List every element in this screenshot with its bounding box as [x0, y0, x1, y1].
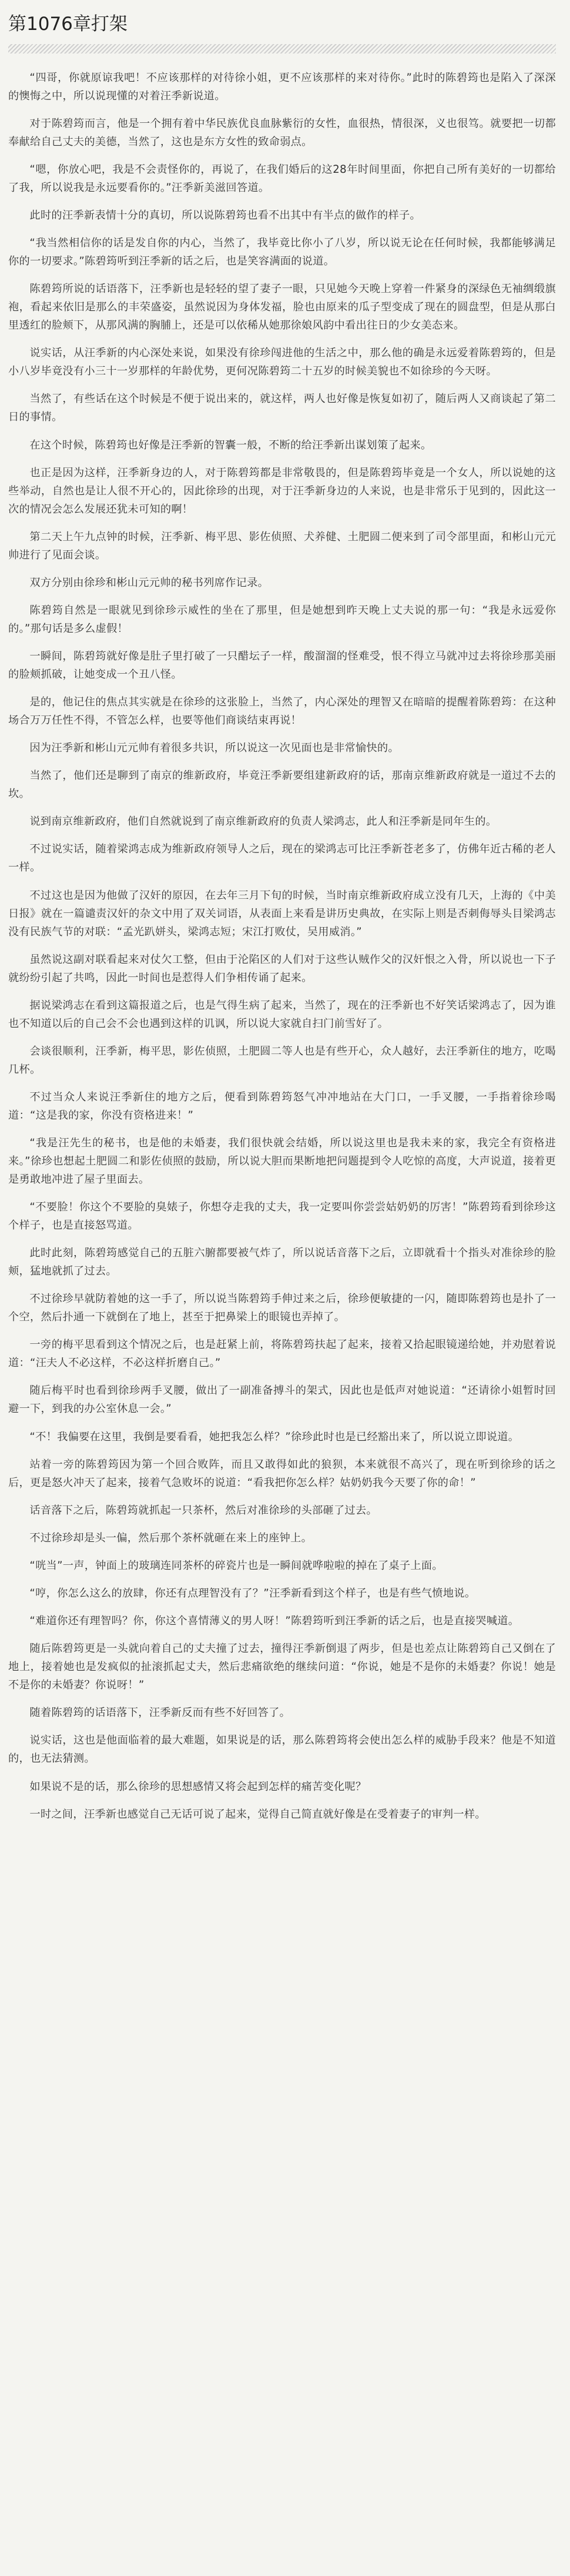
chapter-paragraph: “四哥，你就原谅我吧！不应该那样的对待徐小姐，更不应该那样的来对待你。”此时的陈碧筠也是陷入了深深的懊悔之中，所以说现懂的对着汪季新说道。 — [8, 71, 556, 102]
chapter-paragraph: 话音落下之后，陈碧筠就抓起一只茶杯，然后对准徐珍的头部砸了过去。 — [29, 1504, 377, 1517]
chapter-paragraph: “不！我偏要在这里，我倒是要看看，她把我怎么样？”徐珍此时也是已经豁出来了，所以说立即说道。 — [29, 1430, 519, 1443]
chapter-title: 第1076章打架 — [8, 14, 128, 35]
chapter-paragraph: 会谈很顺利，汪季新，梅平思，影佐侦照，土肥圆二等人也是有些开心，众人越好，去汪季新住的地方，吃喝几杯。 — [8, 1045, 556, 1076]
chapter-paragraph: 对于陈碧筠而言，他是一个拥有着中华民族优良血脉紫衍的女性，血很热，情很深，义也很笃。就要把一切都奉献给自己丈夫的美德，当然了，这也是东方女性的致命弱点。 — [8, 117, 556, 148]
chapter-paragraph: 一时之间，汪季新也感觉自己无话可说了起来，觉得自己简直就好像是在受着妻子的审判一样。 — [29, 1808, 486, 1821]
chapter-paragraph: 随后梅平时也看到徐珍两手叉腰，做出了一副准备搏斗的架式，因此也是低声对她说道：“还请徐小姐暂时回避一下，到我的办公室休息一会。” — [8, 1384, 556, 1416]
chapter-paragraph: 陈碧筠自然是一眼就见到徐珍示威性的坐在了那里，但是她想到昨天晚上丈夫说的那一句：“我是永远爱你的。”那句话是多么虚假！ — [8, 604, 556, 635]
chapter-paragraph: 因为汪季新和彬山元元帅有着很多共识，所以说这一次见面也是非常愉快的。 — [29, 742, 399, 755]
title-divider — [8, 44, 556, 53]
chapter-paragraph: 不过当众人来说汪季新住的地方之后，便看到陈碧筠怒气冲冲地站在大门口，一手叉腰，一手指着徐珍喝道：“这是我的家，你没有资格进来！” — [8, 1090, 556, 1122]
chapter-paragraph: 一旁的梅平思看到这个情况之后，也是赶紧上前，将陈碧筠扶起了起来，接着又拾起眼镜递给她，并劝慰着说道：“汪夫人不必这样，不必这样折磨自己。” — [8, 1339, 556, 1370]
chapter-paragraph: 如果说不是的话，那么徐珍的思想感情又将会起到怎样的痛苦变化呢？ — [29, 1780, 367, 1793]
chapter-paragraph: 一瞬间，陈碧筠就好像是肚子里打破了一只醋坛子一样，酸溜溜的怪难受，恨不得立马就冲过去将徐珍那美丽的脸颊抓破，让她变成一个丑八怪。 — [8, 650, 556, 681]
chapter-paragraph: 说到南京维新政府，他们自然就说到了南京维新政府的负责人梁鸿志，此人和汪季新是同年生的。 — [29, 815, 497, 828]
chapter-paragraph: 当然了，有些话在这个时候是不便于说出来的，就这样，两人也好像是恢复如初了，随后两人又商谈起了第二日的事情。 — [8, 393, 556, 424]
chapter-body — [8, 69, 556, 1824]
chapter-paragraph: 不过徐珍早就防着她的这一手了，所以说当陈碧筠手伸过来之后，徐珍便敏捷的一闪，随即陈碧筠也是扑了一个空，然后扑通一下就倒在了地上，甚至于把鼻梁上的眼镜也弄掉了。 — [8, 1293, 556, 1324]
chapter-paragraph: 不过这也是因为他做了汉奸的原因，在去年三月下旬的时候，当时南京维新政府成立没有几天，上海的《中美日报》就在一篇谴责汉奸的杂文中用了双关词语，从表面上来看是讲历史典故，在实际上则是否刺侮辱头目梁鸿志没有民族气节的对联：“孟光趴姘头，梁鸿志短；宋江打败仗，吴用威消。” — [8, 889, 556, 938]
chapter-paragraph: 随着陈碧筠的话语落下，汪季新反而有些不好回答了。 — [29, 1707, 291, 1719]
chapter-paragraph: 此时的汪季新表情十分的真切，所以说陈碧筠也看不出其中有半点的做作的样子。 — [29, 209, 421, 222]
chapter-paragraph: 是的，他记住的焦点其实就是在徐珍的这张脸上，当然了，内心深处的理智又在暗暗的提醒着陈碧筠：在这种场合万万任性不得，不管怎么样，也要等他们商谈结束再说！ — [8, 696, 556, 727]
chapter-paragraph: “不要脸！你这个不要脸的臭婊子，你想夺走我的丈夫，我一定要叫你尝尝姑奶奶的厉害！”陈碧筠看到徐珍这个样子，也是直接怒骂道。 — [8, 1201, 556, 1232]
chapter-paragraph: 随后陈碧筠更是一头就向着自己的丈夫撞了过去，撞得汪季新倒退了两步，但是也差点让陈碧筠自己又倒在了地上，接着她也是发疯似的扯滚抓起丈夫，然后悲痛欲绝的继续问道：“你说，她是不是你的未婚妻？你说！她是不是你的未婚妻？你说呀！” — [8, 1642, 556, 1692]
chapter-paragraph: 站着一旁的陈碧筠因为第一个回合败阵，而且又敢得如此的狼狈，本来就很不高兴了，现在听到徐珍的话之后，更是怒火冲天了起来，接着气急败坏的说道：“看我把你怎么样？姑奶奶我今天要了你的命！” — [8, 1458, 556, 1489]
chapter-paragraph: 也正是因为这样，汪季新身边的人，对于陈碧筠都是非常敬畏的，但是陈碧筠毕竟是一个女人，所以说她的这些举动，自然也是让人很不开心的，因此徐珍的出现，对于汪季新身边的人来说，也是非常乐于见到的，因此这一次的情况会怎么发展还犹未可知的啊！ — [8, 466, 556, 516]
chapter-paragraph: 说实话，从汪季新的内心深处来说，如果没有徐珍闯进他的生活之中，那么他的确是永远爱着陈碧筠的，但是小八岁毕竟没有小三十一岁那样的年龄优势，更何况陈碧筠二十五岁的时候美貌也不如徐珍的今天呀。 — [8, 347, 556, 378]
chapter-paragraph: 双方分别由徐珍和彬山元元帅的秘书列席作记录。 — [29, 576, 269, 589]
chapter-paragraph: “咣当”一声，钟面上的玻璃连同茶杯的碎瓷片也是一瞬间就哗啦啦的掉在了桌子上面。 — [29, 1559, 443, 1572]
chapter-paragraph: 陈碧筠所说的话语落下，汪季新也是轻轻的望了妻子一眼，只见她今天晚上穿着一件紧身的深绿色无袖绸缎旗袍，看起来依旧是那么的丰荣盛姿，虽然说因为身体发福，脸也由原来的瓜子型变成了现在的圆盘型，但是从那白里透红的脸颊下，从那风满的胸脯上，还是可以依稀从她那徐娘风韵中看出往日的少女美态来。 — [8, 283, 556, 332]
chapter-paragraph: “哼，你怎么这么的放肆，你还有点理智没有了？”汪季新看到这个样子，也是有些气愤地说。 — [29, 1587, 476, 1600]
chapter-paragraph: “难道你还有理智吗？你，你这个喜情薄义的男人呀！”陈碧筠听到汪季新的话之后，也是直接哭喊道。 — [29, 1615, 519, 1628]
chapter-paragraph: “嗯，你放心吧，我是不会责怪你的，再说了，在我们婚后的这28年时间里面，你把自己所有美好的一切都给了我，所以说我是永远要看你的。”汪季新美滋回答道。 — [8, 163, 556, 194]
chapter-paragraph: 当然了，他们还是聊到了南京的维新政府，毕竟汪季新要组建新政府的话，那南京维新政府就是一道过不去的坎。 — [8, 770, 556, 801]
chapter-paragraph: 虽然说这副对联看起来对仗欠工整，但由于沦陷区的人们对于这些认贼作父的汉奸恨之入骨，所以说也一下子就纷纷引起了共鸣，因此一时间也是惹得人们争相传诵了起来。 — [8, 953, 556, 984]
chapter-paragraph: 说实话，这也是他面临着的最大难题，如果说是的话，那么陈碧筠将会使出怎么样的威胁手段来？他是不知道的，也无法猜测。 — [8, 1734, 556, 1765]
chapter-paragraph: 不过说实话，随着梁鸿志成为维新政府领导人之后，现在的梁鸿志可比汪季新苍老多了，仿佛年近古稀的老人一样。 — [8, 843, 556, 874]
chapter-paragraph: “我是汪先生的秘书，也是他的未婚妻，我们很快就会结婚，所以说这里也是我未来的家，我完全有资格进来。”徐珍也想起土肥圆二和影佐侦照的鼓励，所以说大胆而果断地把问题提到令人吃惊的高度，大声说道，接着更是勇敢地冲进了屋子里面去。 — [8, 1137, 556, 1186]
chapter-paragraph: 在这个时候，陈碧筠也好像是汪季新的智囊一般，不断的给汪季新出谋划策了起来。 — [29, 439, 432, 451]
chapter-paragraph: 据说梁鸿志在看到这篇报道之后，也是气得生病了起来，当然了，现在的汪季新也不好笑话梁鸿志了，因为谁也不知道以后的自己会不会也遇到这样的讥讽，所以说大家就自扫门前雪好了。 — [8, 999, 556, 1030]
chapter-paragraph: “我当然相信你的话是发自你的内心，当然了，我毕竟比你小了八岁，所以说无论在任何时候，我都能够满足你的一切要求。”陈碧筠听到汪季新的话之后，也是笑容满面的说道。 — [8, 237, 556, 268]
chapter-paragraph: 第二天上午九点钟的时候，汪季新、梅平思、影佐侦照、犬养健、土肥圆二便来到了司令部里面，和彬山元元帅进行了见面会谈。 — [8, 530, 556, 561]
chapter-paragraph: 此时此刻，陈碧筠感觉自己的五脏六腑都要被气炸了，所以说话音落下之后，立即就看十个指头对准徐珍的脸颊，猛地就抓了过去。 — [8, 1247, 556, 1278]
chapter-paragraph: 不过徐珍却是头一偏，然后那个茶杯就砸在来上的座钟上。 — [29, 1531, 313, 1544]
